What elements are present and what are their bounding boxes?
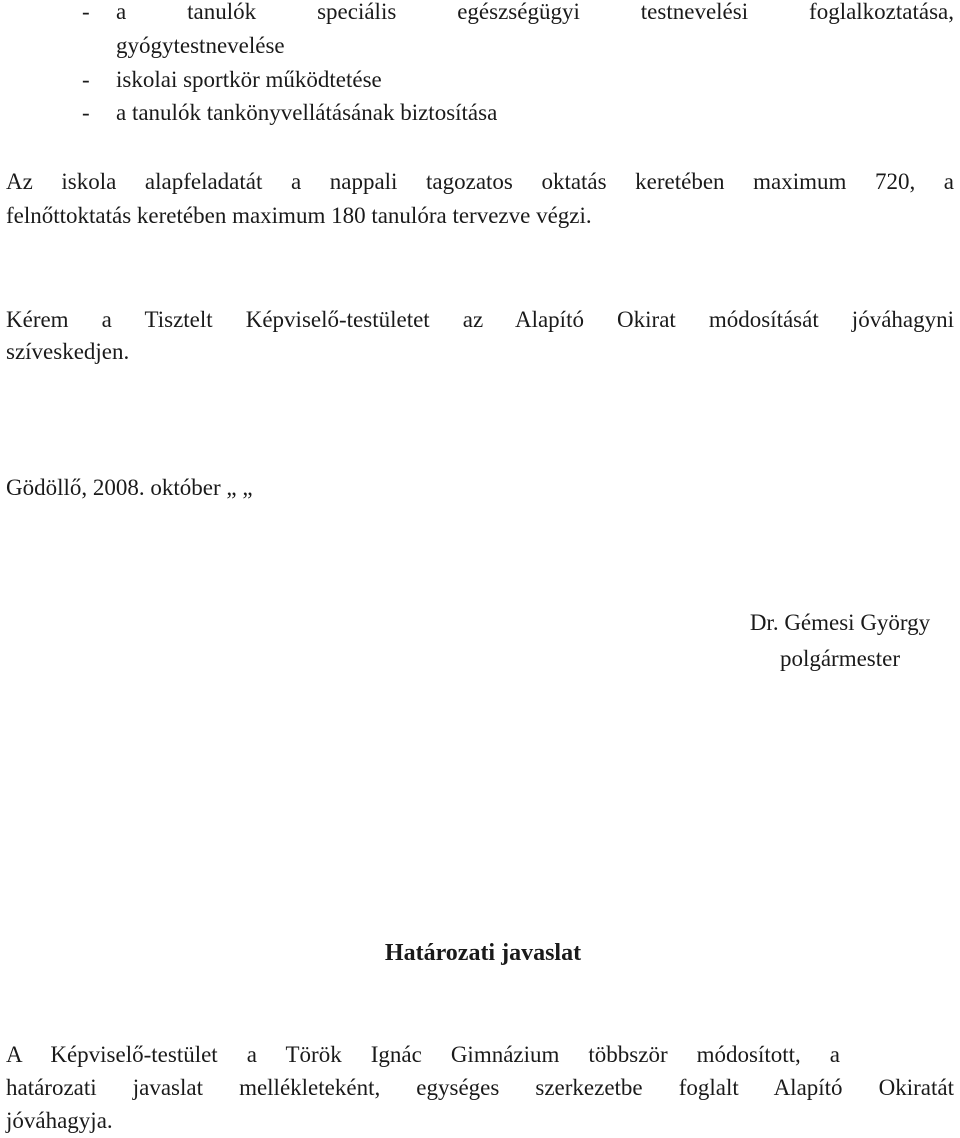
bullet-dash: - [82,67,90,92]
paragraph-line: Kérem a Tisztelt Képviselő-testületet az Alapító Okirat módosítását jóváhagyni [6,307,954,332]
paragraph-line: szíveskedjen. [6,339,130,364]
paragraph-line: Az iskola alapfeladatát a nappali tagozatos oktatás keretében maximum 720, a [6,169,954,194]
bullet-dash: - [82,100,90,125]
bullet-text: a tanulók speciális egészségügyi testnevelési foglalkoztatása, [116,0,954,24]
bullet-text: a tanulók tankönyvellátásának biztosítása [116,100,498,125]
resolution-line: határozati javaslat mellékleteként, egységes szerkezetbe foglalt Alapító Okiratát [6,1075,954,1100]
bullet-text: iskolai sportkör működtetése [116,67,382,92]
bullet-dash: - [82,0,90,24]
resolution-line: jóváhagyja. [6,1108,113,1133]
date-line: Gödöllő, 2008. október „ „ [6,475,253,500]
signatory-title: polgármester [779,646,901,671]
paragraph-line: felnőttoktatás keretében maximum 180 tanulóra tervezve végzi. [6,203,592,228]
bullet-text-continued: gyógytestnevelése [116,33,285,58]
resolution-line: A Képviselő-testület a Török Ignác Gimnázium többször módosított, a [6,1042,840,1067]
resolution-heading: Határozati javaslat [384,940,582,966]
signatory-name: Dr. Gémesi György [749,610,931,635]
